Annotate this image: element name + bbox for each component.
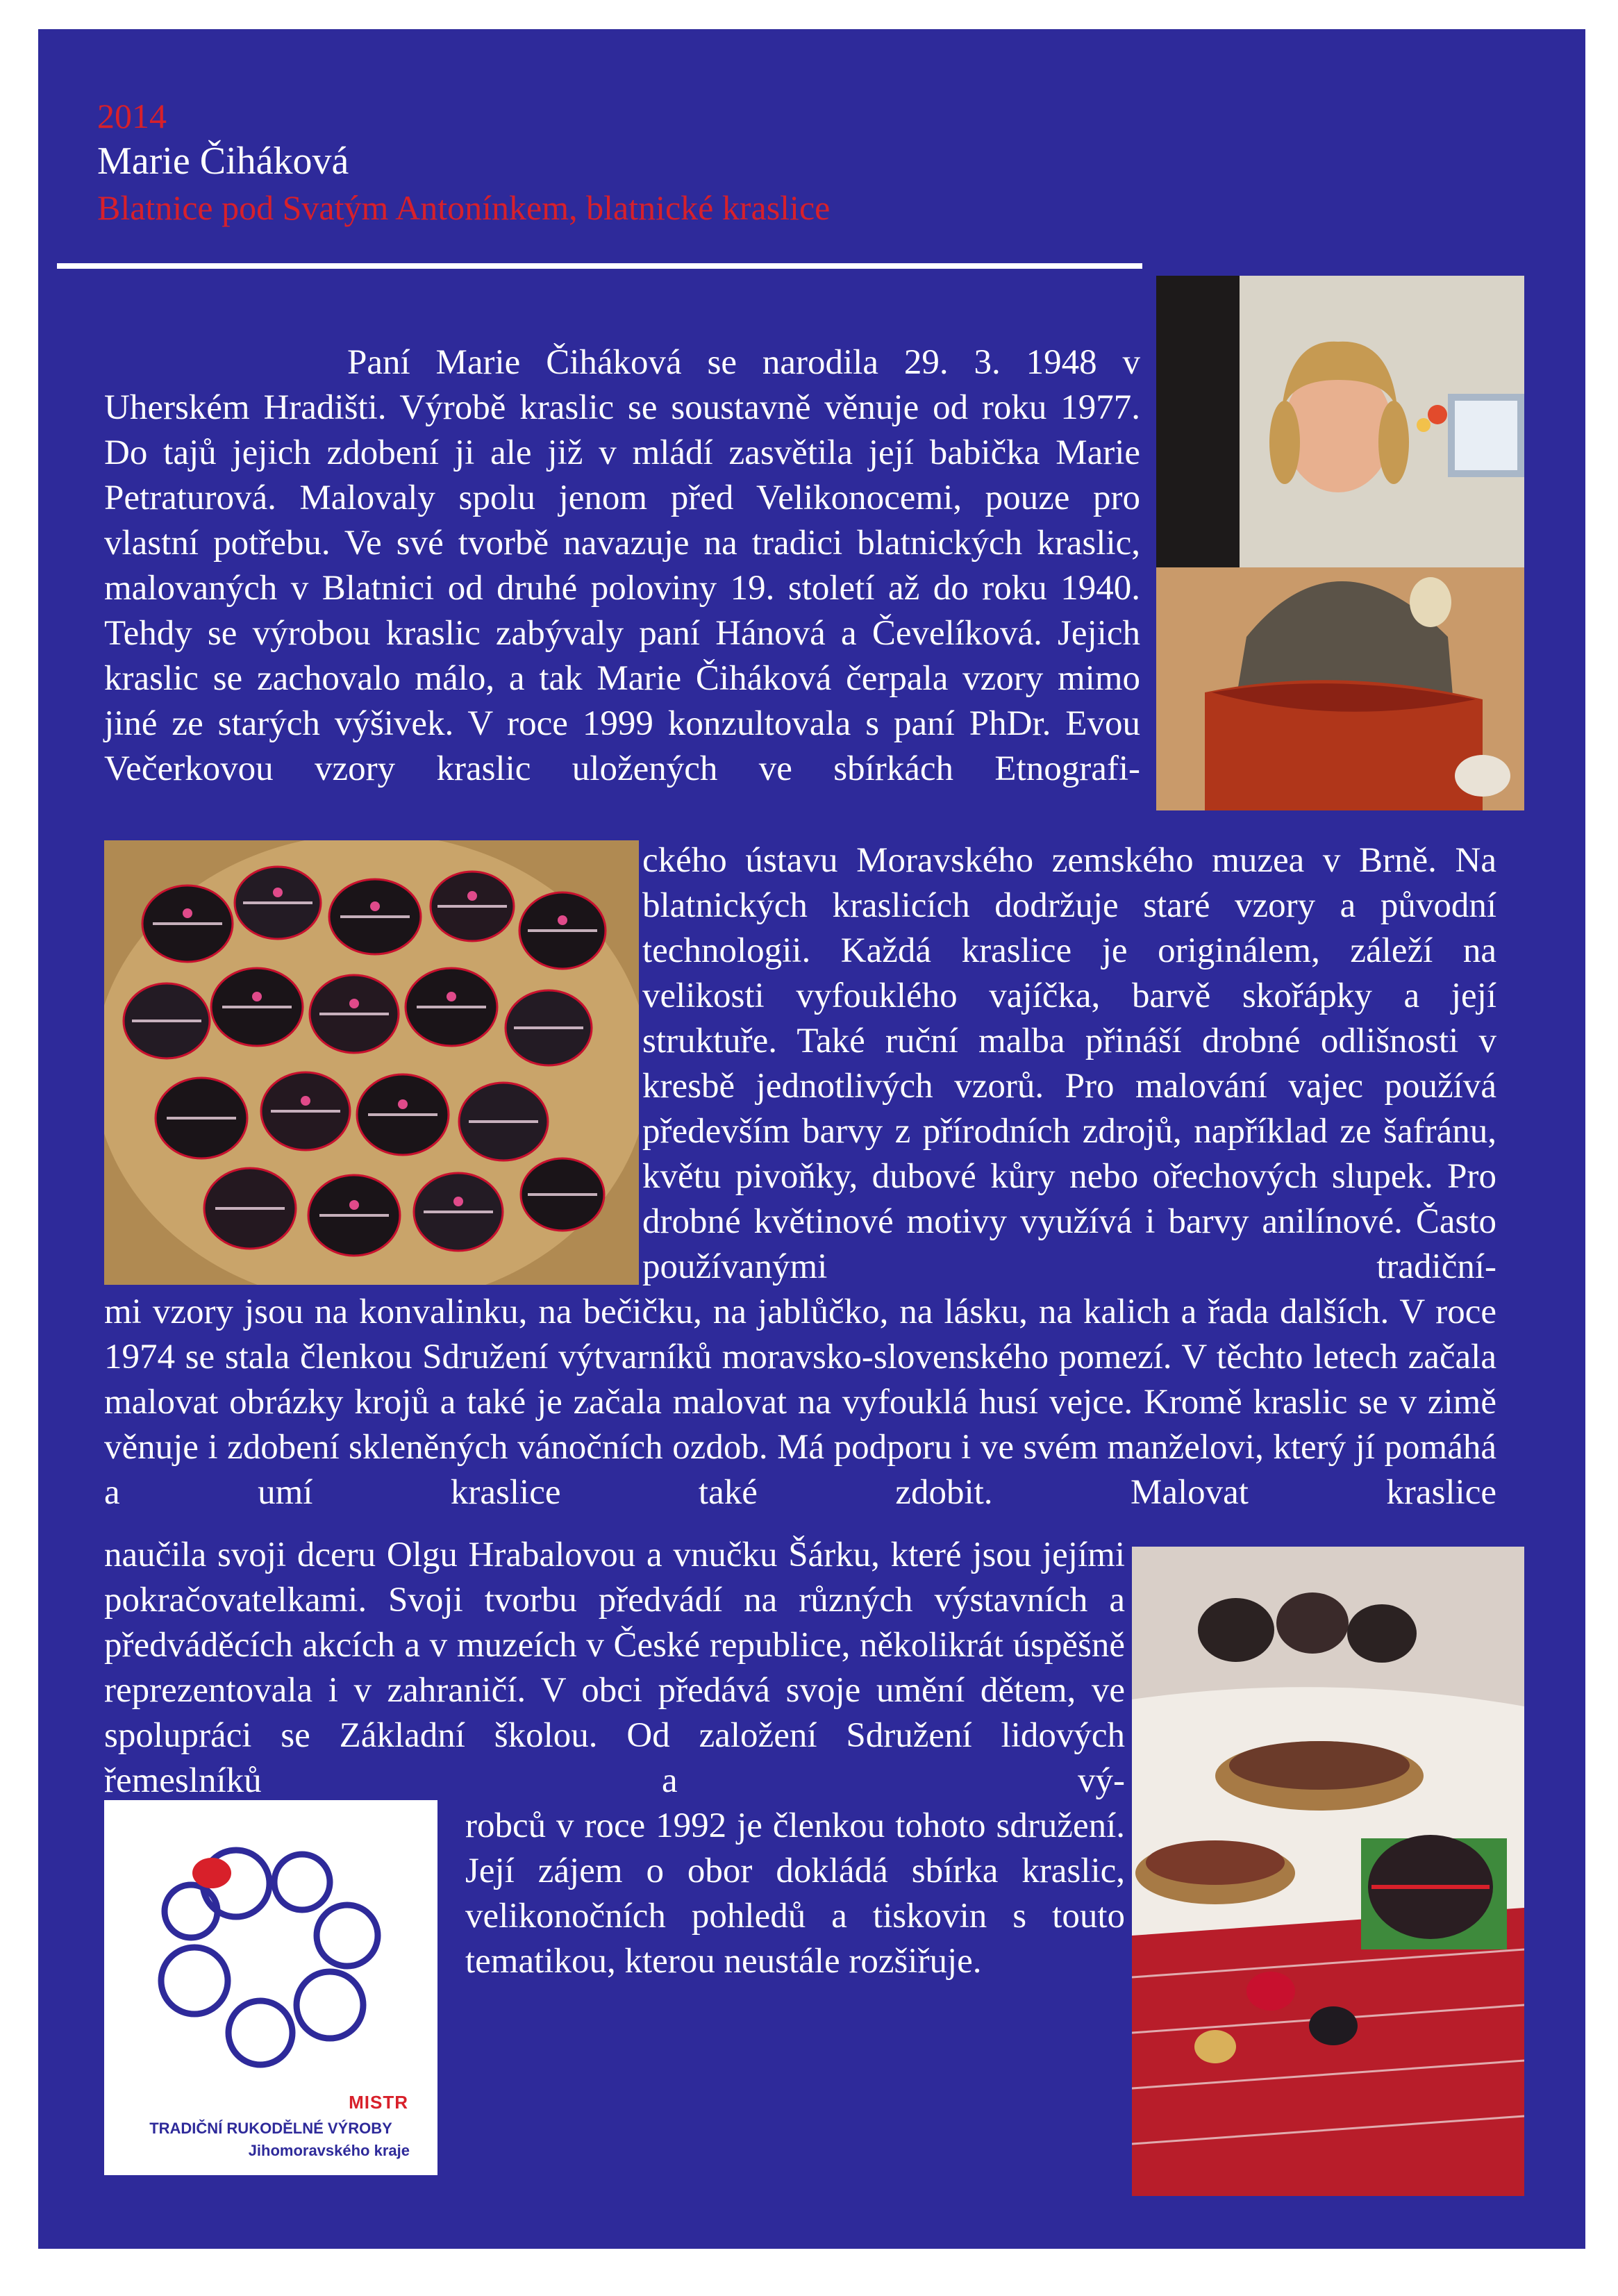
header-divider [57,263,1142,269]
page-panel [38,29,1585,2249]
year-heading: 2014 [97,97,167,135]
logo-mistr-text: MISTR [349,2092,408,2113]
paragraph-family: naučila svoji dceru Olgu Hrabalovou a vnučku Šárku, které jsou jejími pokračovatelkami. Svoji tvorbu předvádí na různých výstavních a předváděcích akcích a v muzeích v České republice, několikrát úspěšně reprezentovala i v zahraničí. V obci předává svoje umění dětem, ve spolupráci se Základní školou. Od založení Sdružení lidových řemeslníků a vý- [104,1536,1125,1800]
logo-line-1: TRADIČNÍ RUKODĚLNÉ VÝROBY [149,2120,392,2137]
flower-logo-icon [146,1821,396,2085]
exhibition-table-photo [1132,1547,1524,2196]
portrait-photo [1156,276,1524,810]
subtitle: Blatnice pod Svatým Antonínkem, blatnické kraslice [97,188,831,227]
paragraph-technique: ckého ústavu Moravského zemského muzea v Brně. Na blatnických kraslicích dodržuje staré vzory a původní technologii. Každá kraslice je originálem, záleží na velikosti vyfouklého vajíčka, barvě skořápky a její struktuře. Také ruční malba přináší drobné odlišnosti v kresbě jednotlivých vzorů. Pro malování vajec používá především barvy z přírodních zdrojů, například ze šafránu, květu pivoňky, dubové kůry nebo ořechových slupek. Pro drobné květinové motivy využívá i barvy anilínové. Často používanými tradiční- [642,841,1496,1286]
author-name: Marie Čiháková [97,140,349,183]
paragraph-intro: Paní Marie Čiháková se narodila 29. 3. 1948 v Uherském Hradišti. Výrobě kraslic se soustavně věnuje od roku 1977. Do tajů jejich zdobení ji ale již v mládí zasvětila její babička Marie Petraturová. Malovaly spolu jenom před Velikonocemi, pouze pro vlastní potřebu. Ve své tvorbě navazuje na tradici blatnických kraslic, malovaných v Blatnici od druhé poloviny 19. století až do roku 1940. Tehdy se výrobou kraslic zabývaly paní Hánová a Čevelíková. Jejich kraslic se zachovalo málo, a tak Marie Čiháková čerpala vzory mimo jiné ze starých výšivek. V roce 1999 konzultovala s paní PhDr. Evou Večerkovou vzory kraslic uložených ve sbírkách Etnografi- [104,343,1140,788]
logo-line-2: Jihomoravského kraje [248,2142,410,2159]
eggs-basket-photo [104,840,639,1285]
paragraph-collection: robců v roce 1992 je členkou tohoto sdružení. Její zájem o obor dokládá sbírka kraslic, velikonočních pohledů a tiskovin s touto tematikou, kterou neustále rozšiřuje. [465,1806,1125,1981]
mistr-logo [104,1800,437,2175]
header [97,95,1208,230]
paragraph-patterns: mi vzory jsou na konvalinku, na bečičku, na jablůčko, na lásku, na kalich a řada dalších. V roce 1974 se stala členkou Sdružení výtvarníků moravsko-slovenského pomezí. V těchto letech začala malovat obrázky krojů a také je začala malovat na vyfouklá husí vejce. Kromě kraslic se v zimě věnuje i zdobení skleněných vánočních ozdob. Má podporu i ve svém manželovi, který jí pomáhá a umí kraslice také zdobit. Malovat kraslice [104,1292,1496,1512]
